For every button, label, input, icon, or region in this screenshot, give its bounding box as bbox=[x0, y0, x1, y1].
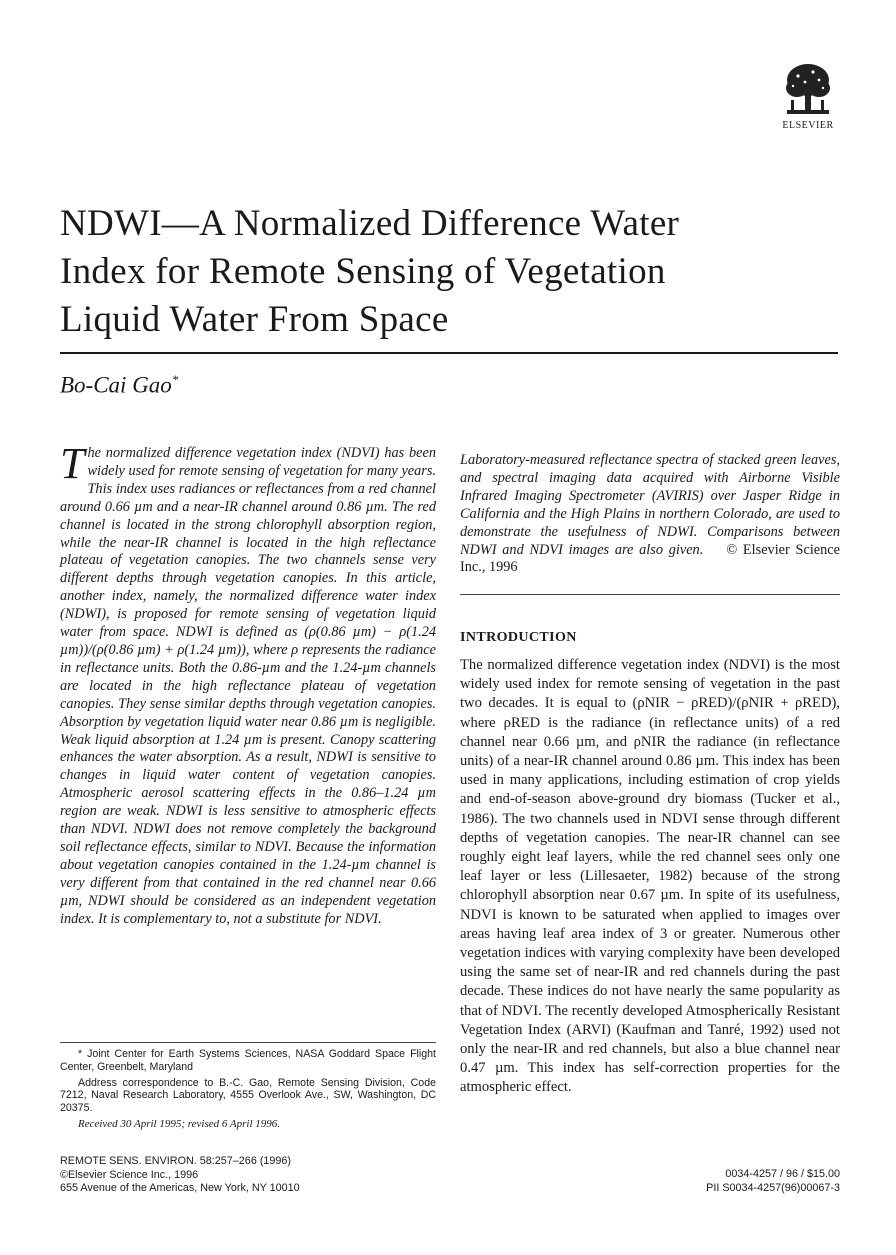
section-heading-introduction: INTRODUCTION bbox=[460, 630, 577, 645]
title-line: Liquid Water From Space bbox=[60, 299, 449, 340]
journal-citation: REMOTE SENS. ENVIRON. 58:257–266 (1996) bbox=[60, 1155, 292, 1167]
publisher-name: ELSEVIER bbox=[782, 120, 834, 131]
abstract-copyright: © Elsevier Science Inc., 1996 bbox=[460, 541, 840, 576]
drop-cap: T bbox=[60, 439, 85, 488]
footnote-divider bbox=[60, 1042, 436, 1043]
footnote-affiliation: * Joint Center for Earth Systems Sciences, NASA Goddard Space Flight Center, Greenbelt, Maryland bbox=[60, 1048, 436, 1073]
introduction-body: The normalized difference vegetation index (NDVI) is the most widely used index for remote sensing of vegetation in the past two decades. It is equal to (ρNIR − ρRED)/(ρNIR + ρRED), where ρRED is the radiance (in reflectance units) of a red channel near 0.66 µm, and ρNIR the radiance (in reflectance units) of a near-IR channel around 0.86 µm. This index has been used in many applications, including estimation of crop yields and end-of-season above-ground dry biomass (Tucker et al., 1986). The two channels used in NDVI sense through different depths of vegetation canopies. The near-IR channel can see roughly eight leaf layers, while the red channel sees only one leaf layer or less (Lillesaeter, 1982) because of the strong chlorophyll absorption near 0.67 µm. In spite of its usefulness, NDVI is known to be saturated when applied to images over areas having leaf area index of 3 or greater. Numerous other vegetation indices with varying complexity have been developed using the same set of near-IR and red channels during the past decade. These indices do not have nearly the same popularity as that of NDVI. The recently developed Atmospherically Resistant Vegetation Index (ARVI) (Kaufman and Tanré, 1992) used not only the near-IR and red channels, but also a blue channel near 0.47 µm. This index has self-correction properties for the atmospheric effect. bbox=[460, 657, 840, 1096]
abstract-continuation bbox=[460, 452, 840, 577]
author-name: Bo-Cai Gao bbox=[60, 372, 172, 398]
article-identifiers bbox=[580, 1168, 840, 1195]
journal-info bbox=[60, 1155, 420, 1196]
footnotes bbox=[60, 1048, 436, 1134]
publisher-logo bbox=[774, 60, 842, 140]
abstract-paragraph bbox=[60, 439, 436, 928]
pii: PII S0034-4257(96)00067-3 bbox=[706, 1181, 840, 1194]
article-title bbox=[60, 200, 840, 344]
abstract-divider bbox=[460, 594, 840, 595]
abstract-text: he normalized difference vegetation index (NDVI) has been widely used for remote sensing of vegetation for many years. This index uses radiances or reflectances from a red channel around 0.66 µm and a near-IR channel around 0.86 µm. The red channel is located in the strong chlorophyll absorption region, while the near-IR channel is located in the high reflectance plateau of vegetation canopies. The two channels sense very different depths through vegetation canopies. In this article, another index, namely, the normalized difference water index (NDWI), is proposed for remote sensing of vegetation liquid water from space. NDWI is defined as (ρ(0.86 µm) − ρ(1.24 µm))/(ρ(0.86 µm) + ρ(1.24 µm)), where ρ represents the radiance in reflectance units. Both the 0.86-µm and the 1.24-µm channels are located in the high reflectance plateau of vegetation canopies. They sense similar depths through vegetation canopies. Absorption by vegetation liquid water near 0.86 µm is negligible. Weak liquid absorption at 1.24 µm is present. Canopy scattering enhances the water absorption. As a result, NDWI is sensitive to changes in liquid water content of vegetation canopies. Atmospheric aerosol scattering effects in the 0.86–1.24 µm region are weak. NDWI is less sensitive to atmospheric effects than NDVI. NDWI does not remove completely the background soil reflectance effects, similar to NDVI. Because the information about vegetation canopies contained in the 1.24-µm channel is very different from that contained in the red channel near 0.66 µm, NDWI should be considered as an independent vegetation index. It is complementary to, not a substitute for NDVI. bbox=[60, 445, 436, 927]
abstract-left-column bbox=[60, 439, 436, 928]
abstract-text-continued: Laboratory-measured reflectance spectra of stacked green leaves, and spectral imaging data acquired with Airborne Visible Infrared Imaging Spectrometer (AVIRIS) over Jasper Ridge in California and the High Plains in northern Colorado, are used to demonstrate the usefulness of NDWI. Comparisons between NDWI and NDVI images are also given. bbox=[460, 452, 840, 558]
journal-copyright: ©Elsevier Science Inc., 1996 bbox=[60, 1168, 199, 1181]
author bbox=[60, 372, 178, 399]
author-footnote-mark: * bbox=[171, 372, 179, 387]
title-line: NDWI—A Normalized Difference Water bbox=[60, 203, 680, 244]
footnote-received: Received 30 April 1995; revised 6 April 1996. bbox=[78, 1117, 281, 1130]
footnote-address: Address correspondence to B.-C. Gao, Remote Sensing Division, Code 7212, Naval Research Laboratory, 4555 Overlook Ave., SW, Washington, DC 20375. bbox=[60, 1076, 436, 1115]
elsevier-tree-icon bbox=[783, 60, 833, 118]
title-line: Index for Remote Sensing of Vegetation bbox=[60, 251, 666, 292]
issn-price: 0034-4257 / 96 / $15.00 bbox=[725, 1168, 840, 1180]
journal-address: 655 Avenue of the Americas, New York, NY 10010 bbox=[60, 1182, 300, 1194]
title-divider bbox=[60, 352, 838, 354]
abstract-right-column bbox=[460, 452, 840, 577]
